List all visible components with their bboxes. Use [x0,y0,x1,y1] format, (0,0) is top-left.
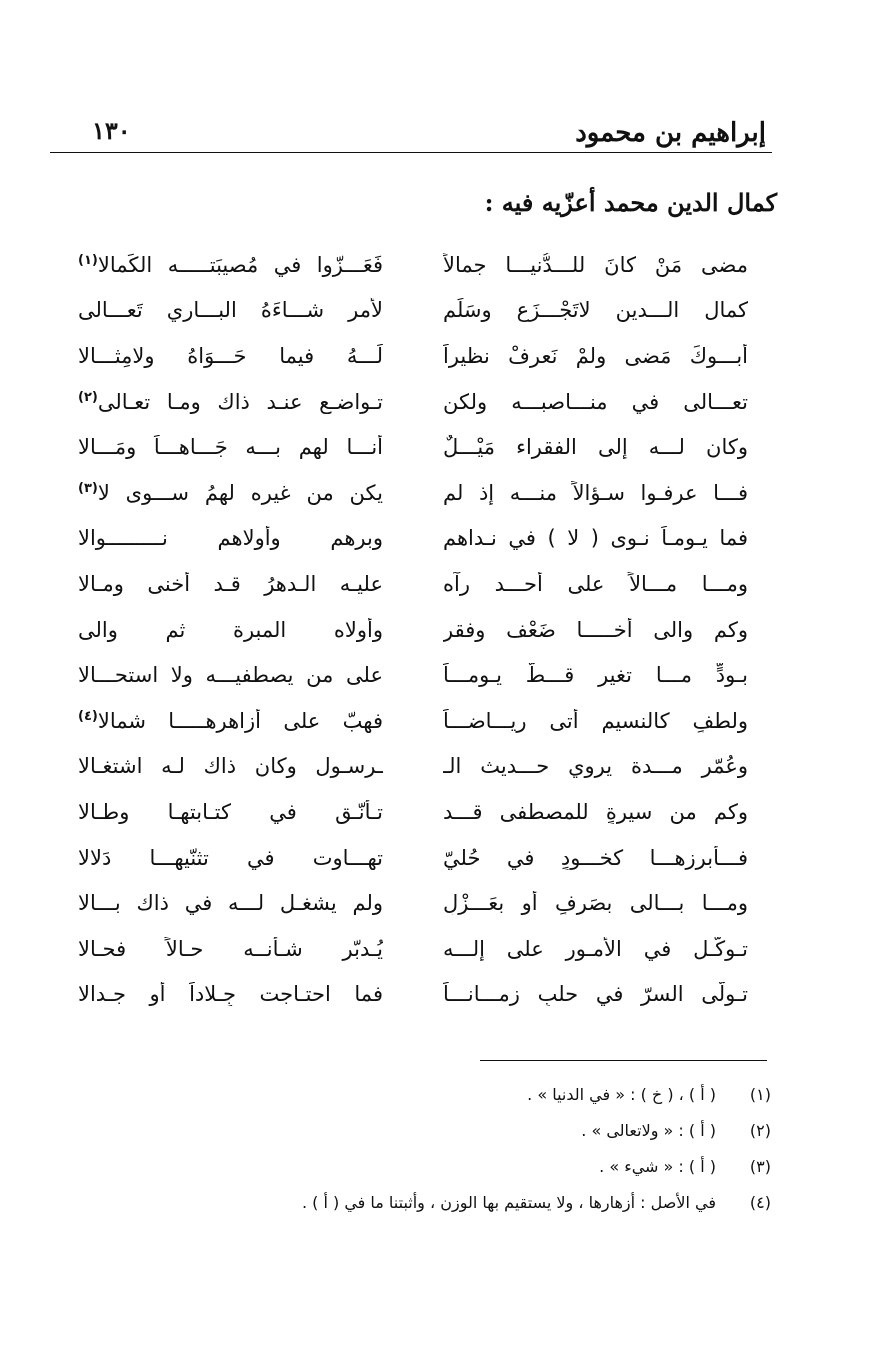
footnotes [131,1076,771,1220]
verse-line [78,972,748,1018]
second-hemistich [78,298,383,322]
footnote-number: (١) [749,1084,771,1104]
page-number: ١٣٠ [92,116,131,145]
second-hemistich-text: تـواضـع عنـد ذاك ومـا تعـالى [97,389,383,414]
second-hemistich-text: ولم يشغـل لـــه في ذاك بـــالا [78,891,383,916]
footnote-text: ( أ ) : « شيء » . [599,1156,716,1176]
second-hemistich-text: يُـدبّر شـأنــه حـالاً فحـالا [78,936,383,961]
second-hemistich [78,754,383,778]
footnote-number: (٣) [749,1156,771,1176]
second-hemistich-text: تهـــاوت في تثنّيهـــا دَلالا [78,845,383,870]
first-hemistich: كمال الـــدين لاتَجْـــزَع وسَلِّم [443,298,748,323]
verse-line [78,333,748,379]
second-hemistich [78,800,383,824]
first-hemistich: وكان لـــه إلى الفقراء مَيْـــلٌ [443,435,748,460]
second-hemistich [78,937,383,961]
verse-line [78,561,748,607]
first-hemistich: ولطفٍ كالنسيم أتى ريـــاضـــاً [443,708,748,733]
second-hemistich [78,982,383,1006]
second-hemistich [78,846,383,870]
first-hemistich: وكم والى أخـــــا ضَعْف وفقر [443,617,748,642]
second-hemistich [78,481,383,505]
second-hemistich [78,572,383,596]
verse-line [78,288,748,334]
verse-line [78,424,748,470]
footnote-marker: (١) [78,252,98,268]
footnote-marker: (٤) [78,708,98,724]
footnote-text: في الأصل : أزهارها ، ولا يستقيم بها الوزن ، وأثبتنا ما في ( أ ) . [301,1192,716,1212]
second-hemistich-text: ـرسـول وكان ذاك لـه اشتغـالا [78,754,383,779]
running-header [50,112,772,153]
second-hemistich-text: لَـــهُ فيما حَـــوَاهُ ولامِثـــالا [78,343,383,368]
verse-line [78,379,748,425]
second-hemistich [78,891,383,915]
verse-line [78,744,748,790]
verse-line [78,516,748,562]
first-hemistich: فـــأبرزهـــا كخـــودٍ في حُليّ [443,845,748,870]
poem-introduction: كمال الدين محمد أعزّيه فيه : [484,188,777,217]
footnote [131,1184,771,1220]
verse-line [78,652,748,698]
second-hemistich-text: وبرهم وأولاهم نـــــــــوالا [78,526,383,551]
verse-line [78,242,748,288]
verse-line [78,880,748,926]
second-hemistich-text: عليـه الـدهرُ قـد أخنى ومـالا [78,571,383,596]
second-hemistich [78,344,383,368]
verse-line [78,698,748,744]
first-hemistich: ومـــا مـــالاً على أحـــد رآه [443,571,748,596]
footnote-text: ( أ ) ، ( خ ) : « في الدنيا » . [527,1084,716,1104]
first-hemistich: تعـــالى في منـــاصبـــه ولكن [443,389,748,414]
footnote-separator [480,1060,767,1061]
second-hemistich-text: تـأنّـق في كتـابتهـا وطـالا [78,799,383,824]
poem [78,242,748,1017]
verse-line [78,835,748,881]
second-hemistich [78,618,383,642]
first-hemistich: بـودٍّ مـــا تغير قـــطّ يـومـــاً [443,663,748,688]
second-hemistich [78,709,383,733]
footnote-text: ( أ ) : « ولاتعالى » . [581,1120,716,1140]
second-hemistich-text: فَعَـــزّوا في مُصيبَتـــــه الكَمالا [97,252,383,277]
second-hemistich [78,526,383,550]
second-hemistich-text: يكن من غيره لهمُ ســـوى لا [97,480,383,505]
second-hemistich-text: أنـــا لهم بـــه جَـــاهـــاً ومَـــالا [78,435,383,460]
first-hemistich: أبـــوكَ مَضى ولمْ نَعرِفْ نظيراً [443,343,748,368]
running-head-author: إبراهيم بن محمود [575,118,766,148]
first-hemistich: وكم من سيرةٍ للمصطفى قـــد [443,799,748,824]
footnote-marker: (٣) [78,480,98,496]
second-hemistich-text: وأولاه المبرة ثم والى [78,617,383,642]
first-hemistich: تـولّى السرّ في حلبٍ زمـــانـــاً [443,982,748,1007]
second-hemistich [78,663,383,687]
footnote [131,1112,771,1148]
verse-line [78,470,748,516]
second-hemistich-text: لأمرِ شـــاءَهُ البـــاري تَعـــالى [78,298,383,323]
first-hemistich: مضى مَنْ كانَ للـــدُّنيـــا جمالاً [443,252,748,277]
first-hemistich: فما يـومـاً نـوى ( لا ) في نـداهم [443,526,748,551]
second-hemistich [78,435,383,459]
first-hemistich: وعُمّر مـــدة يروي حـــديث الـ [443,754,748,779]
footnote-marker: (٢) [78,389,98,405]
second-hemistich [78,390,383,414]
first-hemistich: فـــا عرفـوا سـؤالاً منـــه إذ لم [443,480,748,505]
footnote-number: (٢) [749,1120,771,1140]
second-hemistich-text: على من يصطفيـــه ولا استحـــالا [78,663,383,688]
second-hemistich-text: فما احتـاجت جِـلاداً أو جـدالا [78,982,383,1007]
verse-line [78,926,748,972]
footnote-number: (٤) [749,1192,771,1212]
second-hemistich [78,253,383,277]
footnote [131,1148,771,1184]
first-hemistich: تـوكّـل في الأمـور على إلـــه [443,936,748,961]
second-hemistich-text: فهبّ على أزاهرهـــــا شمالا [97,708,383,733]
verse-line [78,607,748,653]
footnote [131,1076,771,1112]
first-hemistich: ومـــا بـــالى بصَرفٍ أو بعَـــزْلٍ [443,891,748,916]
verse-line [78,789,748,835]
